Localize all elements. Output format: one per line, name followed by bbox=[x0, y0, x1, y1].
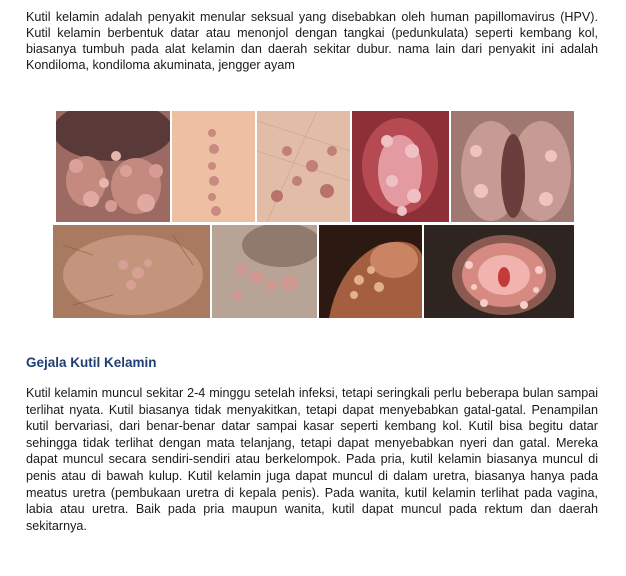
wart-photo-2 bbox=[171, 110, 256, 223]
wart-photo-4 bbox=[351, 110, 450, 223]
wart-photo-7 bbox=[211, 224, 318, 319]
section-heading: Gejala Kutil Kelamin bbox=[26, 355, 157, 370]
wart-photo-6 bbox=[52, 224, 211, 319]
wart-photo-8 bbox=[318, 224, 423, 319]
wart-photo-1 bbox=[55, 110, 171, 223]
section-body: Kutil kelamin muncul sekitar 2-4 minggu setelah infeksi, tetapi seringkali perlu beberapa bulan sampai terlihat nyata. Kutil biasanya tidak menyakitkan, tetapi dapat menyebabkan gatal-gatal. Penampilan kutil bervariasi, dari benar-benar datar sampai kasar seperti kembang kol. Kutil bisa begitu datar sehingga tidak terlihat dengan mata telanjang, tetapi dapat menyebabkan nyeri dan gatal. Mereka dapat muncul secara sendiri-sendiri atau berkelompok. Pada pria, kutil kelamin biasanya muncul di penis atau di bawah kulup. Kutil kelamin juga dapat muncul di dalam uretra, biasanya hanya pada meatus uretra (pembukaan uretra di kepala penis). Pada wanita, kutil kelamin terlihat pada vagina, labia atau uretra. Baik pada pria maupun wanita, kutil dapat muncul pada rektum dan daerah sekitarnya. bbox=[26, 386, 598, 533]
wart-photo-5 bbox=[450, 110, 575, 223]
wart-photo-9 bbox=[423, 224, 575, 319]
intro-paragraph: Kutil kelamin adalah penyakit menular seksual yang disebabkan oleh human papillomavirus (HPV). Kutil kelamin berbentuk datar atau menonjol dengan tangkai (pedunkulata) seperti kembang kol, biasanya tumbuh pada alat kelamin dan daerah sekitar dubur. nama lain dari penyakit ini adalah Kondiloma, kondiloma akuminata, jengger ayam bbox=[26, 10, 598, 72]
wart-photo-3 bbox=[256, 110, 351, 223]
